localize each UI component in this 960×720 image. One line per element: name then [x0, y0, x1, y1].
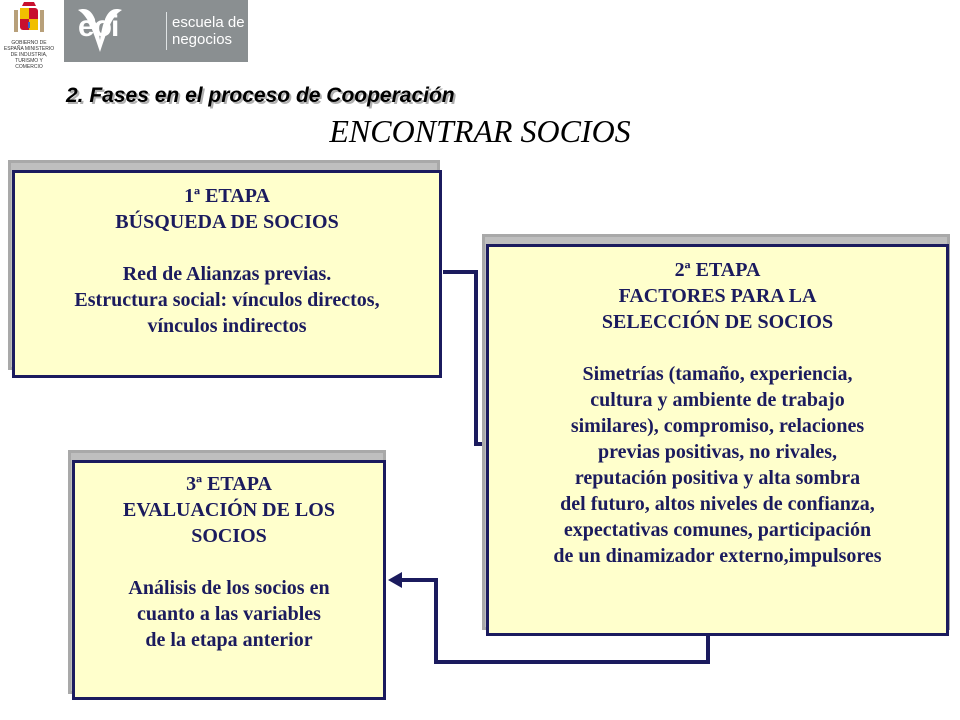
government-logo — [0, 0, 58, 70]
stage-1-box — [12, 170, 442, 378]
connector-1-2-vertical — [474, 270, 478, 446]
connector-1-2-top — [443, 270, 478, 274]
main-title: ENCONTRAR SOCIOS — [329, 113, 631, 149]
connector-2-3-up — [434, 578, 438, 664]
stage-3-heading-line: SOCIOS — [191, 525, 267, 547]
stage-3-heading-line: EVALUACIÓN DE LOS — [123, 499, 335, 521]
stage-2-body-line: de un dinamizador externo,impulsores — [553, 545, 882, 567]
section-title: 2. Fases en el proceso de Cooperación — [66, 84, 455, 107]
connector-2-3-left — [398, 578, 438, 582]
arrowhead-left-icon — [388, 572, 402, 588]
coat-of-arms-icon — [0, 0, 58, 40]
stage-2-box — [486, 244, 949, 636]
stage-2-heading-line: 2ª ETAPA — [674, 259, 761, 281]
stage-2-body-line: expectativas comunes, participación — [563, 519, 872, 541]
stage-2-body-line: del futuro, altos niveles de confianza, — [560, 493, 875, 515]
stage-2-heading-line: SELECCIÓN DE SOCIOS — [601, 311, 834, 333]
stage-2-body-line: previas positivas, no rivales, — [597, 441, 838, 463]
eoi-divider — [166, 12, 167, 50]
stage-2-body-line: Simetrías (tamaño, experiencia, — [582, 363, 853, 385]
stage-3-body-line: de la etapa anterior — [145, 629, 313, 651]
stage-3-heading-line: 3ª ETAPA — [186, 473, 272, 495]
stage-1-body-line: Red de Alianzas previas. — [122, 263, 332, 285]
stage-3-box — [72, 460, 386, 700]
stage-2-body-line: cultura y ambiente de trabajo — [590, 389, 845, 411]
stage-3-body-line: cuanto a las variables — [137, 603, 321, 625]
stage-2-body-line: similares), compromiso, relaciones — [570, 415, 865, 437]
eoi-subtitle: escuela de negocios — [172, 14, 245, 48]
stage-1-heading-line: 1ª ETAPA — [184, 185, 270, 207]
stage-1-body-line: vínculos indirectos — [147, 315, 307, 337]
government-logo-text: GOBIERNO DE ESPAÑA MINISTERIO DE INDUSTRIA, TURISMO Y COMERCIO — [3, 40, 55, 70]
stage-2-body-line: reputación positiva y alta sombra — [574, 467, 861, 489]
stage-1-body-line: Estructura social: vínculos directos, — [74, 289, 380, 311]
connector-2-3-bottom — [434, 660, 710, 664]
eoi-brand: eoi — [78, 10, 119, 43]
stage-3-body-line: Análisis de los socios en — [128, 577, 330, 599]
stage-2-heading-line: FACTORES PARA LA — [618, 285, 817, 307]
stage-1-heading-line: BÚSQUEDA DE SOCIOS — [115, 211, 339, 233]
